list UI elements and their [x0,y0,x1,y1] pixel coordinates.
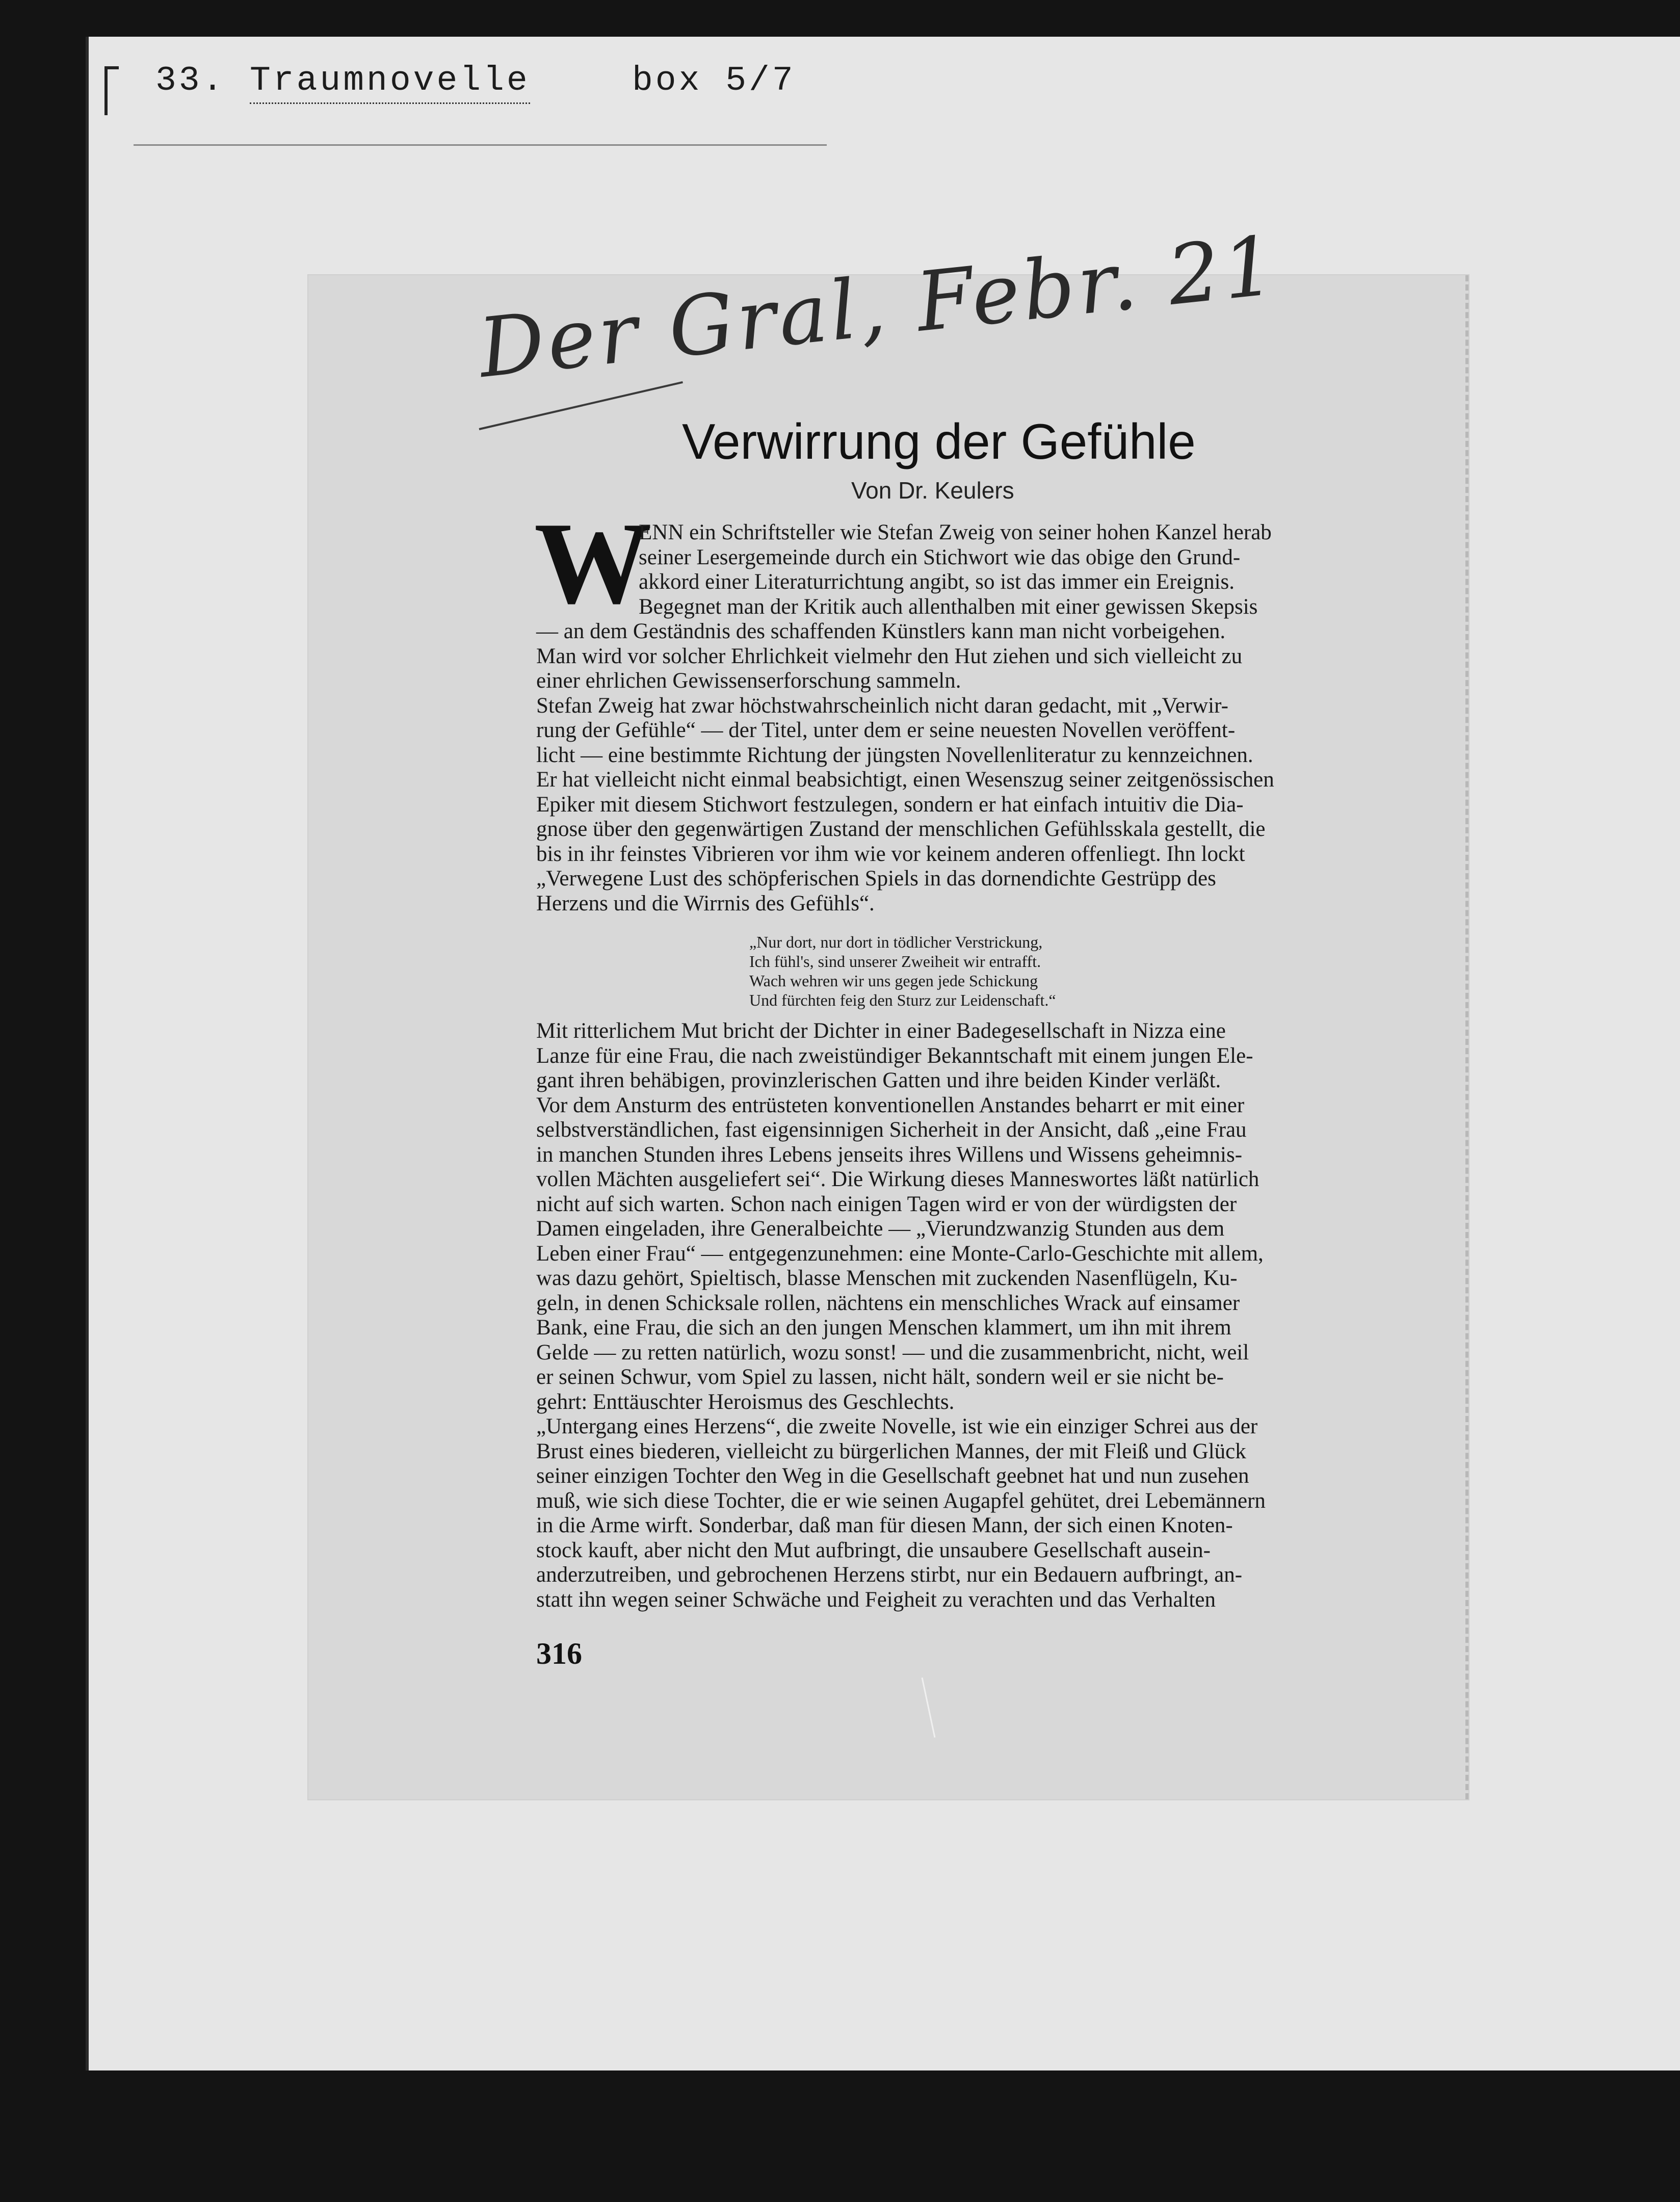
text-line: ENN ein Schriftsteller wie Stefan Zweig von seiner hohen Kanzel herab [639,520,1272,544]
text-line: seiner Lesergemeinde durch ein Stichwort wie das obige den Grund- [639,545,1241,569]
text-line: gant ihren behäbigen, provinzlerischen Gatten und ihre beiden Kinder verläßt. [536,1068,1221,1092]
text-line: Bank, eine Frau, die sich an den jungen Menschen klammert, um ihn mit ihrem [536,1316,1231,1340]
page-number: 316 [536,1637,582,1670]
handwritten-source-note: Der Gral, Febr. 21 [474,217,1282,396]
text-line: nicht auf sich warten. Schon nach einigen Tagen wird er von der würdigsten der [536,1192,1237,1216]
poem-line: Und fürchten feig den Sturz zur Leidenschaft.“ [749,991,1056,1009]
text-line: akkord einer Literaturrichtung angibt, so ist das immer ein Ereignis. [639,570,1235,594]
text-line: seiner einzigen Tochter den Weg in die Gesellschaft geebnet hat und nun zusehen [536,1464,1249,1488]
text-line: Lanze für eine Frau, die nach zweistündiger Bekanntschaft mit einem jungen Ele- [536,1043,1253,1068]
text-line: bis in ihr feinstes Vibrieren vor ihm wie vor keinem anderen offenliegt. Ihn lockt [536,842,1245,866]
text-line: licht — eine bestimmte Richtung der jüngsten Novellenliteratur zu kennzeichnen. [536,743,1253,767]
text-line: Mit ritterlichem Mut bricht der Dichter in einer Badegesellschaft in Nizza eine [536,1019,1226,1043]
text-line: Stefan Zweig hat zwar höchstwahrscheinlich nicht daran gedacht, mit „Verwir- [536,693,1228,718]
text-line: Begegnet man der Kritik auch allenthalben mit einer gewissen Skepsis [639,594,1258,619]
poem-line: „Nur dort, nur dort in tödlicher Verstrickung, [749,933,1043,951]
text-line: Vor dem Ansturm des entrüsteten konventionellen Anstandes beharrt er mit einer [536,1093,1245,1117]
text-line: — an dem Geständnis des schaffenden Künstlers kann man nicht vorbeigehen. [536,619,1226,643]
text-line: in die Arme wirft. Sonderbar, daß man für diesen Mann, der sich einen Knoten- [536,1513,1233,1537]
text-line: Man wird vor solcher Ehrlichkeit vielmehr den Hut ziehen und sich vielleicht zu [536,644,1243,668]
text-line: Herzens und die Wirrnis des Gefühls“. [536,891,875,915]
text-line: gnose über den gegenwärtigen Zustand der menschlichen Gefühlsskala gestellt, die [536,817,1266,841]
article-title: Verwirrung der Gefühle [682,413,1196,469]
text-line: vollen Mächten ausgeliefert sei“. Die Wirkung dieses Manneswortes läßt natürlich [536,1167,1259,1191]
card-edge [86,37,89,2070]
text-line: statt ihn wegen seiner Schwäche und Feigheit zu verachten und das Verhalten [536,1587,1216,1612]
drop-cap: W [534,498,651,628]
box-label: box 5/7 [632,61,796,100]
text-line: „Verwegene Lust des schöpferischen Spiels in das dornendichte Gestrüpp des [536,867,1216,890]
article-byline: Von Dr. Keulers [851,477,1014,504]
text-line: Gelde — zu retten natürlich, wozu sonst! — und die zusammenbricht, nicht, weil [536,1340,1249,1365]
text-line: stock kauft, aber nicht den Mut aufbringt, die unsaubere Gesellschaft ausein- [536,1538,1211,1562]
header-rule [134,144,827,146]
text-line: Er hat vielleicht nicht einmal beabsichtigt, einen Wesenszug seiner zeitgenössischen [536,768,1274,792]
text-line: geln, in denen Schicksale rollen, nächtens ein menschliches Wrack auf einsamer [536,1291,1240,1315]
text-line: rung der Gefühle“ — der Titel, unter dem er seine neuesten Novellen veröffent- [536,718,1236,742]
text-line: gehrt: Enttäuschter Heroismus des Geschlechts. [536,1390,955,1414]
card-title: Traumnovelle [250,61,530,104]
poem-line: Ich fühl's, sind unserer Zweiheit wir entrafft. [749,952,1041,971]
text-line: in manchen Stunden ihres Lebens jenseits ihres Willens und Wissens geheimnis- [536,1142,1243,1167]
poem-line: Wach wehren wir uns gegen jede Schickung [749,972,1038,990]
card-number: 33. [155,61,226,100]
text-line: Leben einer Frau“ — entgegenzunehmen: eine Monte-Carlo-Geschichte mit allem, [536,1241,1264,1266]
text-line: anderzutreiben, und gebrochenen Herzens stirbt, nur ein Bedauern aufbringt, an- [536,1563,1243,1587]
text-line: einer ehrlichen Gewissenserforschung sammeln. [536,669,961,693]
text-line: Damen eingeladen, ihre Generalbeichte — „Vierundzwanzig Stunden aus dem [536,1217,1225,1241]
text-line: selbstverständlichen, fast eigensinnigen Sicherheit in der Ansicht, daß „eine Frau [536,1118,1247,1142]
text-line: er seinen Schwur, vom Spiel zu lassen, nicht hält, sondern weil er sie nicht be- [536,1365,1224,1389]
text-line: Epiker mit diesem Stichwort festzulegen, sondern er hat einfach intuitiv die Dia- [536,792,1244,817]
text-line: Brust eines biederen, vielleicht zu bürgerlichen Mannes, der mit Fleiß und Glück [536,1439,1246,1463]
text-line: „Untergang eines Herzens“, die zweite Novelle, ist wie ein einziger Schrei aus der [536,1414,1258,1438]
corner-mark [104,66,119,115]
text-line: muß, wie sich diese Tochter, die er wie seinen Augapfel gehütet, drei Lebemännern [536,1488,1266,1513]
text-line: was dazu gehört, Spieltisch, blasse Menschen mit zuckenden Nasenflügeln, Ku- [536,1266,1238,1290]
